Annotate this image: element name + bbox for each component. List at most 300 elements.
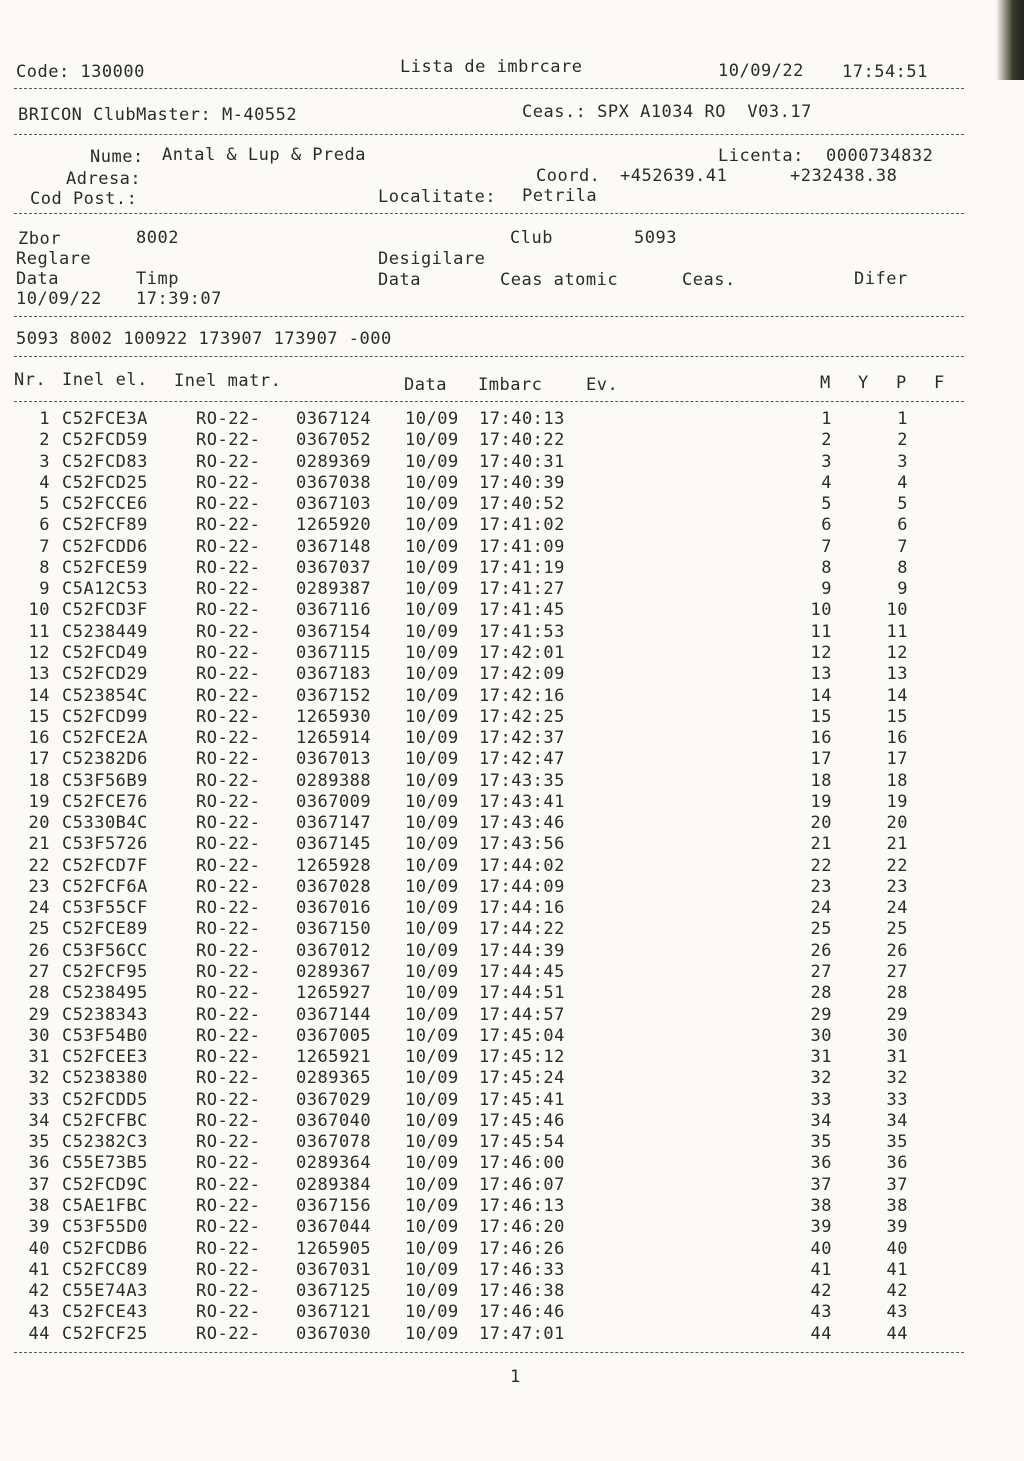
position-m: 43	[810, 1302, 832, 1323]
clocking-time: 17:47:01	[479, 1323, 565, 1344]
ring-prefix: RO-22-	[196, 621, 261, 642]
clocking-date: 10/09	[405, 898, 459, 919]
ring-prefix: RO-22-	[196, 1153, 261, 1174]
ring-prefix: RO-22-	[196, 1068, 261, 1089]
position-p: 33	[886, 1089, 908, 1110]
clocking-time: 17:45:04	[479, 1025, 565, 1046]
ring-prefix: RO-22-	[196, 791, 261, 812]
ring-registration: 0367144	[296, 1004, 372, 1025]
ring-prefix: RO-22-	[196, 494, 261, 515]
row-number: 23	[28, 876, 50, 897]
clocking-time: 17:46:13	[479, 1195, 565, 1216]
clocking-time: 17:45:46	[479, 1110, 565, 1131]
ring-registration: 1265914	[296, 728, 372, 749]
ring-registration: 0367145	[296, 834, 372, 855]
ring-registration: 1265921	[296, 1047, 372, 1068]
ring-prefix: RO-22-	[196, 983, 261, 1004]
position-m: 28	[810, 983, 832, 1004]
ring-registration: 0289367	[296, 962, 372, 983]
ring-prefix: RO-22-	[196, 1259, 261, 1280]
position-m: 33	[810, 1089, 832, 1110]
ring-prefix: RO-22-	[196, 1047, 261, 1068]
clocking-date: 10/09	[405, 1153, 459, 1174]
ring-prefix: RO-22-	[196, 1089, 261, 1110]
position-m: 19	[810, 791, 832, 812]
ring-prefix: RO-22-	[196, 855, 261, 876]
license-number: 0000734832	[826, 146, 934, 166]
clocking-time: 17:42:37	[479, 728, 565, 749]
row-number: 41	[28, 1259, 50, 1280]
clocking-date: 10/09	[405, 600, 459, 621]
ring-prefix: RO-22-	[196, 1281, 261, 1302]
clocking-date: 10/09	[405, 876, 459, 897]
position-m: 26	[810, 940, 832, 961]
clocking-date: 10/09	[405, 1238, 459, 1259]
col-p: P	[896, 373, 907, 393]
ring-electronic: C52FCD59	[62, 430, 148, 451]
ring-registration: 0367125	[296, 1281, 372, 1302]
clocking-time: 17:46:07	[479, 1174, 565, 1195]
clocking-date: 10/09	[405, 472, 459, 493]
clocking-date: 10/09	[405, 1259, 459, 1280]
clocking-date: 10/09	[405, 770, 459, 791]
ring-electronic: C53F5726	[62, 834, 148, 855]
unsealing-label: Desigilare	[378, 249, 486, 269]
divider	[14, 1352, 964, 1353]
ring-electronic: C52FCCE6	[62, 494, 148, 515]
clocking-time: 17:40:52	[479, 494, 565, 515]
position-p: 35	[886, 1132, 908, 1153]
clocking-date: 10/09	[405, 430, 459, 451]
ring-prefix: RO-22-	[196, 1195, 261, 1216]
ring-registration: 0367040	[296, 1110, 372, 1131]
ring-registration: 0367116	[296, 600, 372, 621]
position-m: 34	[810, 1110, 832, 1131]
page-number: 1	[510, 1367, 521, 1387]
ring-registration: 0367150	[296, 919, 372, 940]
clocking-time: 17:41:27	[479, 579, 565, 600]
ring-electronic: C52FCE76	[62, 791, 148, 812]
row-number: 32	[28, 1068, 50, 1089]
row-number: 27	[28, 962, 50, 983]
ring-registration: 1265905	[296, 1238, 372, 1259]
clocking-date: 10/09	[405, 1217, 459, 1238]
ring-registration: 0367115	[296, 642, 372, 663]
row-number: 11	[28, 621, 50, 642]
ring-electronic: C52FCFBC	[62, 1110, 148, 1131]
position-m: 31	[810, 1047, 832, 1068]
position-p: 23	[886, 876, 908, 897]
clocking-time: 17:40:39	[479, 472, 565, 493]
position-p: 22	[886, 855, 908, 876]
ring-prefix: RO-22-	[196, 579, 261, 600]
position-p: 12	[886, 642, 908, 663]
row-number: 19	[28, 791, 50, 812]
ring-electronic: C52FCD3F	[62, 600, 148, 621]
clocking-time: 17:42:01	[479, 642, 565, 663]
ring-registration: 0367156	[296, 1195, 372, 1216]
flight-code-line: 5093 8002 100922 173907 173907 -000	[16, 329, 392, 349]
coord-label: Coord.	[536, 166, 601, 186]
ring-prefix: RO-22-	[196, 451, 261, 472]
clocking-time: 17:41:19	[479, 557, 565, 578]
row-number: 30	[28, 1025, 50, 1046]
ring-prefix: RO-22-	[196, 770, 261, 791]
clocking-time: 17:44:09	[479, 876, 565, 897]
ring-prefix: RO-22-	[196, 685, 261, 706]
position-p: 2	[897, 430, 908, 451]
unsealing-date-label: Data	[378, 270, 421, 290]
col-nr: Nr.	[14, 370, 47, 390]
ring-electronic: C55E73B5	[62, 1153, 148, 1174]
ring-registration: 0289364	[296, 1153, 372, 1174]
coord-latitude: +452639.41	[620, 166, 728, 186]
clocking-date: 10/09	[405, 791, 459, 812]
ring-electronic: C53F55CF	[62, 898, 148, 919]
position-p: 39	[886, 1217, 908, 1238]
row-number: 29	[28, 1004, 50, 1025]
col-ring-electronic: Inel el.	[62, 370, 148, 390]
clocking-date: 10/09	[405, 1281, 459, 1302]
clocking-time: 17:43:46	[479, 813, 565, 834]
clocking-date: 10/09	[405, 1089, 459, 1110]
position-m: 41	[810, 1259, 832, 1280]
position-m: 38	[810, 1195, 832, 1216]
name-label: Nume:	[90, 147, 144, 167]
ring-registration: 0367005	[296, 1025, 372, 1046]
ring-prefix: RO-22-	[196, 876, 261, 897]
clocking-date: 10/09	[405, 1047, 459, 1068]
position-p: 34	[886, 1110, 908, 1131]
position-m: 12	[810, 642, 832, 663]
position-p: 21	[886, 834, 908, 855]
ring-registration: 0289384	[296, 1174, 372, 1195]
document-code: Code: 130000	[16, 62, 145, 82]
row-number: 25	[28, 919, 50, 940]
row-number: 42	[28, 1281, 50, 1302]
position-p: 3	[897, 451, 908, 472]
row-number: 8	[39, 557, 50, 578]
clocking-time: 17:46:38	[479, 1281, 565, 1302]
print-time: 17:54:51	[842, 62, 928, 82]
ring-prefix: RO-22-	[196, 728, 261, 749]
position-m: 13	[810, 664, 832, 685]
ring-electronic: C5238343	[62, 1004, 148, 1025]
setting-time-label: Timp	[136, 269, 179, 289]
ring-registration: 0367016	[296, 898, 372, 919]
row-number: 16	[28, 728, 50, 749]
position-p: 11	[886, 621, 908, 642]
clocking-time: 17:42:16	[479, 685, 565, 706]
position-p: 38	[886, 1195, 908, 1216]
row-number: 7	[39, 536, 50, 557]
ring-electronic: C52FCDD6	[62, 536, 148, 557]
clocking-time: 17:44:45	[479, 962, 565, 983]
ring-registration: 0367038	[296, 472, 372, 493]
position-m: 37	[810, 1174, 832, 1195]
ring-electronic: C523854C	[62, 685, 148, 706]
clocking-date: 10/09	[405, 1323, 459, 1344]
ring-electronic: C52382C3	[62, 1132, 148, 1153]
position-m: 11	[810, 621, 832, 642]
ring-prefix: RO-22-	[196, 1132, 261, 1153]
position-m: 40	[810, 1238, 832, 1259]
ring-prefix: RO-22-	[196, 1323, 261, 1344]
position-p: 24	[886, 898, 908, 919]
position-p: 30	[886, 1025, 908, 1046]
row-number: 20	[28, 813, 50, 834]
position-p: 7	[897, 536, 908, 557]
ring-registration: 1265927	[296, 983, 372, 1004]
ring-prefix: RO-22-	[196, 834, 261, 855]
position-p: 31	[886, 1047, 908, 1068]
ring-electronic: C52FCD83	[62, 451, 148, 472]
position-m: 21	[810, 834, 832, 855]
ring-electronic: C52FCD9C	[62, 1174, 148, 1195]
position-p: 10	[886, 600, 908, 621]
clocking-date: 10/09	[405, 1302, 459, 1323]
ring-electronic: C52FCE89	[62, 919, 148, 940]
ring-registration: 0367121	[296, 1302, 372, 1323]
row-number: 12	[28, 642, 50, 663]
clocking-date: 10/09	[405, 919, 459, 940]
position-m: 44	[810, 1323, 832, 1344]
ring-prefix: RO-22-	[196, 1004, 261, 1025]
clocking-date: 10/09	[405, 1110, 459, 1131]
row-number: 22	[28, 855, 50, 876]
position-m: 39	[810, 1217, 832, 1238]
ring-registration: 1265928	[296, 855, 372, 876]
clocking-time: 17:40:13	[479, 409, 565, 429]
clocking-date: 10/09	[405, 1174, 459, 1195]
position-m: 17	[810, 749, 832, 770]
position-p: 9	[897, 579, 908, 600]
clocking-date: 10/09	[405, 664, 459, 685]
row-number: 6	[39, 515, 50, 536]
clocking-date: 10/09	[405, 1132, 459, 1153]
position-p: 19	[886, 791, 908, 812]
ring-registration: 0367029	[296, 1089, 372, 1110]
clocking-time: 17:40:22	[479, 430, 565, 451]
position-m: 9	[821, 579, 832, 600]
setting-label: Reglare	[16, 249, 92, 269]
clocking-time: 17:43:56	[479, 834, 565, 855]
ring-electronic: C53F56CC	[62, 940, 148, 961]
row-number: 24	[28, 898, 50, 919]
ring-prefix: RO-22-	[196, 898, 261, 919]
position-p: 44	[886, 1323, 908, 1344]
ring-prefix: RO-22-	[196, 557, 261, 578]
ring-prefix: RO-22-	[196, 600, 261, 621]
ring-prefix: RO-22-	[196, 1302, 261, 1323]
clocking-date: 10/09	[405, 962, 459, 983]
ring-electronic: C55E74A3	[62, 1281, 148, 1302]
ring-registration: 0289369	[296, 451, 372, 472]
position-m: 7	[821, 536, 832, 557]
ring-prefix: RO-22-	[196, 1110, 261, 1131]
clocking-time: 17:41:45	[479, 600, 565, 621]
ring-registration: 0367147	[296, 813, 372, 834]
row-number: 17	[28, 749, 50, 770]
position-m: 5	[821, 494, 832, 515]
row-number: 39	[28, 1217, 50, 1238]
ring-electronic: C5238449	[62, 621, 148, 642]
clocking-time: 17:41:09	[479, 536, 565, 557]
ring-registration: 0367037	[296, 557, 372, 578]
ring-electronic: C53F56B9	[62, 770, 148, 791]
clocking-time: 17:41:02	[479, 515, 565, 536]
ring-registration: 0367012	[296, 940, 372, 961]
ring-electronic: C52FCF89	[62, 515, 148, 536]
row-number: 18	[28, 770, 50, 791]
ring-prefix: RO-22-	[196, 1025, 261, 1046]
clocking-date: 10/09	[405, 940, 459, 961]
clocking-time: 17:45:12	[479, 1047, 565, 1068]
clocking-time: 17:45:41	[479, 1089, 565, 1110]
ring-prefix: RO-22-	[196, 642, 261, 663]
clocking-date: 10/09	[405, 451, 459, 472]
clocking-date: 10/09	[405, 834, 459, 855]
atomic-clock-label: Ceas atomic	[500, 270, 619, 290]
row-number: 1	[39, 409, 50, 429]
ring-prefix: RO-22-	[196, 409, 261, 429]
ring-prefix: RO-22-	[196, 536, 261, 557]
clock-label: Ceas.	[682, 270, 736, 290]
position-m: 20	[810, 813, 832, 834]
position-p: 4	[897, 472, 908, 493]
setting-time: 17:39:07	[136, 289, 222, 309]
clocking-time: 17:44:02	[479, 855, 565, 876]
clocking-date: 10/09	[405, 515, 459, 536]
clocking-date: 10/09	[405, 685, 459, 706]
ring-registration: 0367030	[296, 1323, 372, 1344]
clocking-time: 17:46:00	[479, 1153, 565, 1174]
position-p: 41	[886, 1259, 908, 1280]
row-number: 40	[28, 1238, 50, 1259]
position-m: 2	[821, 430, 832, 451]
clocking-time: 17:44:57	[479, 1004, 565, 1025]
clocking-date: 10/09	[405, 557, 459, 578]
postal-code-label: Cod Post.:	[30, 189, 138, 209]
ring-prefix: RO-22-	[196, 813, 261, 834]
ring-prefix: RO-22-	[196, 664, 261, 685]
position-p: 42	[886, 1281, 908, 1302]
clocking-time: 17:45:54	[479, 1132, 565, 1153]
clocking-time: 17:44:39	[479, 940, 565, 961]
ring-electronic: C52FCDB6	[62, 1238, 148, 1259]
clocking-time: 17:43:35	[479, 770, 565, 791]
position-p: 8	[897, 557, 908, 578]
position-m: 3	[821, 451, 832, 472]
ring-electronic: C53F54B0	[62, 1025, 148, 1046]
row-number: 31	[28, 1047, 50, 1068]
position-p: 18	[886, 770, 908, 791]
clocking-date: 10/09	[405, 1068, 459, 1089]
ring-electronic: C52FCC89	[62, 1259, 148, 1280]
position-m: 8	[821, 557, 832, 578]
ring-prefix: RO-22-	[196, 472, 261, 493]
row-number: 14	[28, 685, 50, 706]
position-p: 16	[886, 728, 908, 749]
ring-registration: 0367183	[296, 664, 372, 685]
position-p: 43	[886, 1302, 908, 1323]
ring-electronic: C5238495	[62, 983, 148, 1004]
position-m: 14	[810, 685, 832, 706]
position-m: 16	[810, 728, 832, 749]
system-name: BRICON ClubMaster: M-40552	[18, 105, 298, 125]
ring-prefix: RO-22-	[196, 706, 261, 727]
clocking-time: 17:46:20	[479, 1217, 565, 1238]
col-ring-registration: Inel matr.	[174, 371, 282, 391]
position-p: 27	[886, 962, 908, 983]
ring-electronic: C5AE1FBC	[62, 1195, 148, 1216]
position-p: 37	[886, 1174, 908, 1195]
ring-registration: 0367152	[296, 685, 372, 706]
owner-name: Antal & Lup & Preda	[162, 145, 366, 165]
clock-info: Ceas.: SPX A1034 RO V03.17	[522, 102, 812, 122]
ring-prefix: RO-22-	[196, 962, 261, 983]
row-number: 5	[39, 494, 50, 515]
row-number: 44	[28, 1323, 50, 1344]
position-m: 25	[810, 919, 832, 940]
position-p: 32	[886, 1068, 908, 1089]
position-m: 15	[810, 706, 832, 727]
position-p: 28	[886, 983, 908, 1004]
locality-value: Petrila	[522, 186, 598, 206]
clocking-time: 17:44:22	[479, 919, 565, 940]
row-number: 2	[39, 430, 50, 451]
ring-registration: 0367013	[296, 749, 372, 770]
ring-registration: 0367052	[296, 430, 372, 451]
clocking-date: 10/09	[405, 642, 459, 663]
ring-registration: 0367154	[296, 621, 372, 642]
col-f: F	[934, 373, 945, 393]
clocking-time: 17:46:33	[479, 1259, 565, 1280]
document-title: Lista de imbrcare	[400, 57, 583, 77]
ring-electronic: C52FCDD5	[62, 1089, 148, 1110]
row-number: 4	[39, 472, 50, 493]
ring-prefix: RO-22-	[196, 515, 261, 536]
position-p: 20	[886, 813, 908, 834]
position-m: 22	[810, 855, 832, 876]
position-m: 27	[810, 962, 832, 983]
clocking-time: 17:46:46	[479, 1302, 565, 1323]
clocking-date: 10/09	[405, 1004, 459, 1025]
row-number: 37	[28, 1174, 50, 1195]
address-label: Adresa:	[66, 169, 142, 189]
row-number: 38	[28, 1195, 50, 1216]
print-date: 10/09/22	[718, 61, 804, 81]
setting-date: 10/09/22	[16, 289, 102, 309]
club-label: Club	[510, 228, 553, 248]
ring-electronic: C52FCD25	[62, 472, 148, 493]
position-m: 35	[810, 1132, 832, 1153]
license-label: Licenta:	[718, 146, 804, 166]
clocking-date: 10/09	[405, 983, 459, 1004]
position-m: 23	[810, 876, 832, 897]
clocking-date: 10/09	[405, 536, 459, 557]
clocking-time: 17:42:09	[479, 664, 565, 685]
ring-prefix: RO-22-	[196, 940, 261, 961]
ring-registration: 0367078	[296, 1132, 372, 1153]
position-m: 30	[810, 1025, 832, 1046]
position-m: 32	[810, 1068, 832, 1089]
clocking-time: 17:42:25	[479, 706, 565, 727]
ring-registration: 0367009	[296, 791, 372, 812]
clocking-time: 17:43:41	[479, 791, 565, 812]
row-number: 13	[28, 664, 50, 685]
row-number: 36	[28, 1153, 50, 1174]
